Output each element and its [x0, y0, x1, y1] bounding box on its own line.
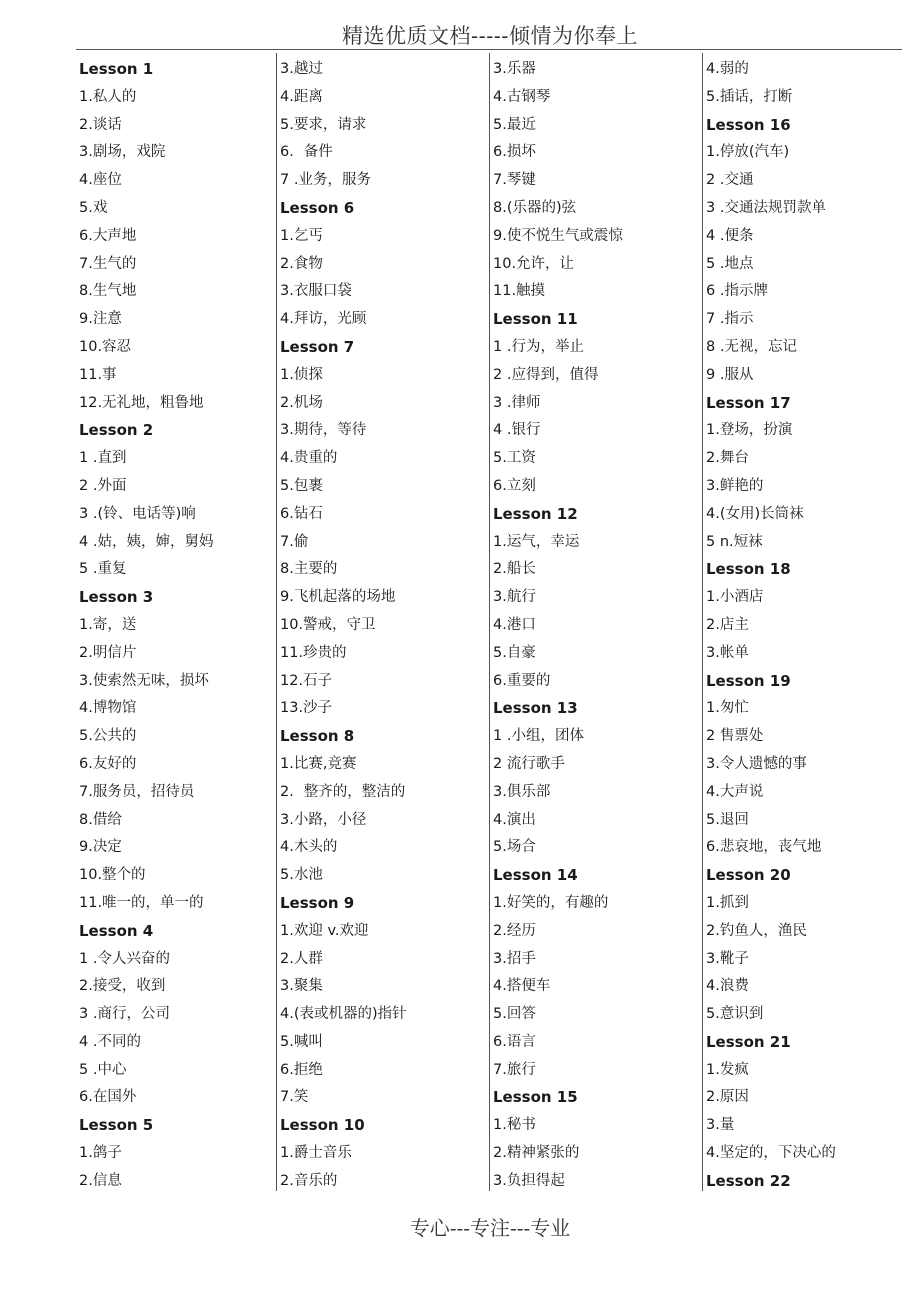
vocab-entry: 5.包裹 — [280, 477, 323, 494]
vocab-entry: 1 .行为，举止 — [493, 338, 584, 355]
page-footer: 专心---专注---专业 — [409, 1216, 571, 1240]
vocab-entry: 6.拒绝 — [280, 1061, 323, 1078]
vocab-entry: 12.无礼地，粗鲁地 — [79, 394, 204, 411]
vocab-entry: 2.谈话 — [79, 116, 122, 133]
lesson-heading: Lesson 13 — [493, 699, 578, 718]
vocab-entry: 7.笑 — [280, 1089, 309, 1106]
vocab-entry: 2.精神紧张的 — [493, 1145, 580, 1162]
vocab-entry: 5.插话，打断 — [706, 88, 793, 105]
vocab-entry: 8.借给 — [79, 811, 122, 828]
vocab-entry: 5.意识到 — [706, 1006, 764, 1023]
lesson-heading: Lesson 12 — [493, 504, 578, 523]
vocab-entry: 7.偷 — [280, 533, 309, 550]
vocab-entry: 7.服务员，招待员 — [79, 783, 195, 800]
lesson-heading: Lesson 2 — [79, 421, 154, 440]
vocab-entry: 1.秘书 — [493, 1117, 536, 1134]
vocab-entry: 2.接受，收到 — [79, 978, 166, 995]
vocab-entry: 3.鲜艳的 — [706, 477, 764, 494]
vocab-entry: 5.自豪 — [493, 644, 536, 661]
vocab-entry: 2.经历 — [493, 922, 536, 939]
vocab-entry: 2 .应得到，值得 — [493, 366, 599, 383]
vocab-entry: 3.使索然无味，损坏 — [79, 672, 209, 689]
vocab-entry: 3.负担得起 — [493, 1172, 565, 1189]
vocab-entry: 6.在国外 — [79, 1089, 137, 1106]
lesson-heading: Lesson 21 — [706, 1032, 791, 1051]
vocab-entry: 8.生气地 — [79, 283, 137, 300]
vocab-entry: 6.重要的 — [493, 672, 551, 689]
vocab-entry: 4.浪费 — [706, 978, 749, 995]
vocab-entry: 4.木头的 — [280, 839, 338, 856]
vocab-entry: 1.停放(汽车) — [706, 144, 790, 161]
vocab-entry: 4.坚定的，下决心的 — [706, 1145, 836, 1162]
vocab-entry: 6．备件 — [280, 144, 333, 161]
vocab-entry: 11.触摸 — [493, 283, 546, 300]
vocab-entry: 5 .重复 — [79, 561, 127, 578]
vocab-entry: 2 流行歌手 — [493, 755, 565, 772]
vocab-entry: 4.(表或机器的)指针 — [280, 1006, 407, 1023]
column-4 — [702, 53, 902, 1191]
vocab-entry: 4 .便条 — [706, 227, 754, 244]
vocab-entry: 8.主要的 — [280, 561, 338, 578]
vocab-entry: 1.鸽子 — [79, 1145, 122, 1162]
vocab-entry: 2.人群 — [280, 950, 323, 967]
vocab-entry: 12.石子 — [280, 672, 333, 689]
vocab-entry: 3.令人遗憾的事 — [706, 755, 807, 772]
vocab-entry: 10.允许，让 — [493, 255, 575, 272]
vocab-entry: 1.发疯 — [706, 1061, 749, 1078]
vocab-entry: 5 n.短袜 — [706, 533, 763, 550]
vocab-entry: 5.水池 — [280, 867, 323, 884]
vocab-entry: 5 .中心 — [79, 1061, 127, 1078]
lesson-heading: Lesson 17 — [706, 393, 791, 412]
lesson-heading: Lesson 7 — [280, 337, 355, 356]
column-1 — [76, 53, 276, 1191]
vocab-entry: 4 .姑，姨，婶，舅妈 — [79, 533, 214, 550]
vocab-entry: 11.珍贵的 — [280, 644, 347, 661]
vocab-entry: 2 售票处 — [706, 728, 764, 745]
vocab-entry: 5.喊叫 — [280, 1033, 323, 1050]
lesson-heading: Lesson 20 — [706, 866, 791, 885]
vocab-entry: 1.爵士音乐 — [280, 1145, 352, 1162]
lesson-heading: Lesson 4 — [79, 921, 154, 940]
lesson-heading: Lesson 8 — [280, 727, 355, 746]
vocab-entry: 3.航行 — [493, 589, 536, 606]
vocab-entry: 3.越过 — [280, 61, 323, 77]
vocab-entry: 3.剧场，戏院 — [79, 144, 166, 161]
vocab-entry: 6.悲哀地，丧气地 — [706, 839, 822, 856]
vocab-entry: 5.最近 — [493, 116, 536, 133]
vocab-entry: 4.距离 — [280, 88, 323, 105]
vocab-entry: 2.店主 — [706, 616, 749, 633]
vocab-entry: 8 .无视，忘记 — [706, 338, 797, 355]
lesson-heading: Lesson 18 — [706, 560, 791, 579]
lesson-heading: Lesson 3 — [79, 588, 154, 607]
vocab-entry: 5 .地点 — [706, 255, 754, 272]
vocab-entry: 5.回答 — [493, 1006, 536, 1023]
vocab-entry: 5.场合 — [493, 839, 536, 856]
lesson-heading: Lesson 15 — [493, 1088, 578, 1107]
vocab-entry: 7 .指示 — [706, 311, 754, 328]
lesson-heading: Lesson 14 — [493, 866, 578, 885]
vocab-entry: 4.大声说 — [706, 783, 764, 800]
lesson-heading: Lesson 5 — [79, 1116, 154, 1135]
vocab-entry: 2 .外面 — [79, 477, 127, 494]
vocab-entry: 4.座位 — [79, 172, 122, 189]
vocab-entry: 1.私人的 — [79, 88, 137, 105]
vocab-entry: 9 .服从 — [706, 366, 754, 383]
vocab-entry: 5.戏 — [79, 199, 108, 216]
column-3 — [489, 53, 702, 1191]
vocab-entry: 2.钓鱼人，渔民 — [706, 922, 807, 939]
vocab-entry: 2.舞台 — [706, 450, 749, 467]
vocab-entry: 5.要求，请求 — [280, 116, 367, 133]
vocab-entry: 10.警戒，守卫 — [280, 616, 376, 633]
vocab-entry: 7.生气的 — [79, 255, 137, 272]
lesson-heading: Lesson 11 — [493, 310, 578, 329]
vocab-entry: 11.唯一的，单一的 — [79, 894, 204, 911]
vocab-entry: 1 .令人兴奋的 — [79, 950, 170, 967]
vocab-entry: 5.退回 — [706, 811, 749, 828]
vocab-entry: 3.小路，小径 — [280, 811, 367, 828]
vocab-entry: 1.小酒店 — [706, 589, 764, 606]
lesson-heading: Lesson 16 — [706, 115, 791, 134]
vocab-entry: 3.靴子 — [706, 950, 749, 967]
vocab-entry: 2 .交通 — [706, 172, 754, 189]
vocab-entry: 1.登场，扮演 — [706, 422, 793, 439]
vocab-entry: 2.机场 — [280, 394, 323, 411]
vocab-entry: 5.公共的 — [79, 728, 137, 745]
vocab-entry: 3.期待，等待 — [280, 422, 367, 439]
vocab-entry: 4.贵重的 — [280, 450, 338, 467]
vocab-entry: 1.好笑的，有趣的 — [493, 894, 609, 911]
header-divider — [76, 49, 902, 50]
vocab-entry: 2.食物 — [280, 255, 323, 272]
lesson-heading: Lesson 19 — [706, 671, 791, 690]
vocab-entry: 6.钻石 — [280, 505, 323, 522]
vocab-entry: 1.欢迎 v.欢迎 — [280, 922, 369, 939]
vocab-entry: 6.大声地 — [79, 227, 137, 244]
lesson-heading: Lesson 22 — [706, 1171, 791, 1190]
vocab-entry: 7 .业务，服务 — [280, 172, 371, 189]
lesson-heading: Lesson 6 — [280, 198, 355, 217]
vocab-entry: 11.事 — [79, 366, 117, 383]
vocab-entry: 2.原因 — [706, 1089, 749, 1106]
vocab-entry: 13.沙子 — [280, 700, 333, 717]
lesson-heading: Lesson 10 — [280, 1116, 365, 1135]
vocab-entry: 9.决定 — [79, 839, 122, 856]
vocab-entry: 4.博物馆 — [79, 700, 137, 717]
vocab-entry: 3.招手 — [493, 950, 536, 967]
vocab-entry: 10.容忍 — [79, 338, 132, 355]
vocab-entry: 8.(乐器的)弦 — [493, 199, 577, 216]
vocab-entry: 6.损坏 — [493, 144, 536, 161]
vocab-entry: 10.整个的 — [79, 867, 146, 884]
vocab-entry: 3.俱乐部 — [493, 783, 551, 800]
vocab-entry: 4.(女用)长筒袜 — [706, 505, 804, 522]
page-header: 精选优质文档-----倾情为你奉上 — [342, 24, 638, 48]
vocab-entry: 9.飞机起落的场地 — [280, 589, 396, 606]
vocab-entry: 1.寄，送 — [79, 616, 137, 633]
vocab-entry: 3.帐单 — [706, 644, 749, 661]
vocab-entry: 7.琴键 — [493, 172, 536, 189]
vocab-entry: 3 .商行，公司 — [79, 1006, 170, 1023]
vocab-entry: 4.演出 — [493, 811, 536, 828]
vocab-entry: 7.旅行 — [493, 1061, 536, 1078]
vocab-entry: 3 .(铃、电话等)响 — [79, 505, 196, 522]
vocab-entry: 6.立刻 — [493, 477, 536, 494]
vocab-entry: 6.友好的 — [79, 755, 137, 772]
vocab-entry: 4.弱的 — [706, 61, 749, 77]
vocab-entry: 3 .交通法规罚款单 — [706, 199, 826, 216]
vocab-entry: 3 .律师 — [493, 394, 541, 411]
vocab-entry: 4.古钢琴 — [493, 88, 551, 105]
vocab-entry: 2.船长 — [493, 561, 536, 578]
vocab-entry: 2.信息 — [79, 1172, 122, 1189]
vocab-entry: 1 .直到 — [79, 450, 127, 467]
vocab-entry: 1.乞丐 — [280, 227, 323, 244]
vocab-entry: 3.衣服口袋 — [280, 283, 352, 300]
vocab-entry: 1.匆忙 — [706, 700, 749, 717]
vocab-entry: 1.比赛,竞赛 — [280, 755, 357, 772]
vocab-entry: 4 .银行 — [493, 422, 541, 439]
vocabulary-table — [76, 53, 902, 1191]
vocab-entry: 1 .小组，团体 — [493, 728, 584, 745]
vocab-entry: 6 .指示牌 — [706, 283, 768, 300]
vocab-entry: 4.拜访，光顾 — [280, 311, 367, 328]
lesson-heading: Lesson 9 — [280, 893, 355, 912]
vocab-entry: 3.聚集 — [280, 978, 323, 995]
vocab-entry: 1.侦探 — [280, 366, 323, 383]
vocab-entry: 9.使不悦生气或震惊 — [493, 227, 623, 244]
vocab-entry: 5.工资 — [493, 450, 536, 467]
vocab-entry: 6.语言 — [493, 1033, 536, 1050]
vocab-entry: 3.量 — [706, 1117, 735, 1134]
vocab-entry: 1.运气，幸运 — [493, 533, 580, 550]
vocab-entry: 3.乐器 — [493, 61, 536, 77]
vocab-entry: 2．整齐的，整洁的 — [280, 783, 406, 800]
vocab-entry: 4.搭便车 — [493, 978, 551, 995]
vocab-entry: 4 .不同的 — [79, 1033, 141, 1050]
lesson-heading: Lesson 1 — [79, 60, 154, 78]
vocab-entry: 4.港口 — [493, 616, 536, 633]
vocab-entry: 2.音乐的 — [280, 1172, 338, 1189]
vocab-entry: 9.注意 — [79, 311, 122, 328]
vocab-entry: 2.明信片 — [79, 644, 137, 661]
column-2 — [276, 53, 489, 1191]
vocab-entry: 1.抓到 — [706, 894, 749, 911]
